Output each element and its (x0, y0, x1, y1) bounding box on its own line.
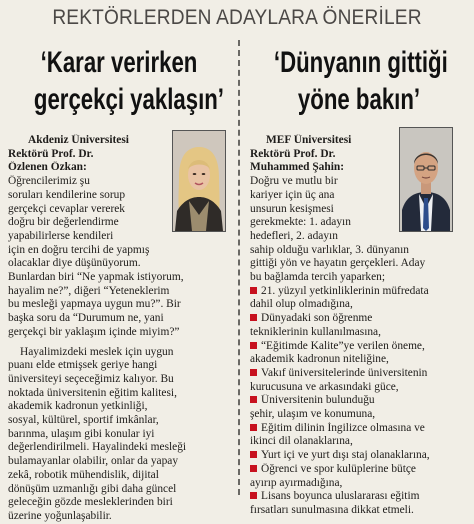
right-column-text (250, 134, 470, 518)
bullet-square-icon (250, 314, 257, 321)
paragraph-line: hedefleri, 2. adayın (250, 229, 338, 242)
list-item-text: Lisans boyunca uluslararası eğitim (261, 490, 420, 503)
list-item-text: Vakıf üniversitelerinde üniversitenin (261, 366, 428, 379)
bullet-square-icon (250, 451, 257, 458)
section-kicker: REKTÖRLERDEN ADAYLARA ÖNERİLER (52, 6, 422, 29)
list-item-line (250, 312, 470, 326)
paragraph-line: puanı elde etmişsek geriye hangi (8, 359, 158, 372)
left-intro-paragraph (8, 175, 232, 339)
byline-line: Muhammed Şahin: (250, 161, 344, 174)
right-bullet-list (250, 285, 470, 518)
paragraph-line: soruları kendilerine sorup (8, 188, 126, 201)
list-item (250, 312, 470, 339)
list-item-line: kurucusuna ve arkasındaki güce, (250, 380, 399, 393)
list-item (250, 490, 470, 517)
left-column-text (8, 134, 232, 524)
right-headline-line: yöne bakın’ (297, 83, 421, 116)
list-item-text: “Eğitimde Kalite”ye verilen öneme, (261, 339, 425, 352)
list-item (250, 394, 470, 421)
list-item-line (250, 367, 470, 381)
list-item-text: Dünyadaki son öğrenme (261, 312, 373, 325)
list-item-line: şehir, ulaşım ve konumuna, (250, 408, 376, 421)
list-item-line (250, 490, 470, 504)
paragraph-line: bulamayanlar olabilir, onlar da yapay (8, 455, 179, 468)
paragraph-line: geleceğin gözde mesleklerinden biri (8, 496, 173, 509)
list-item-line (250, 394, 470, 408)
paragraph-line: bu mesleği yapmaya uygun mu?”. Bir (8, 298, 181, 311)
paragraph-line: barınma, ulaşım gibi konular iyi (8, 427, 155, 440)
right-headline-line: ‘Dünyanın gittiği (273, 46, 448, 79)
paragraph-line: değerlendirilmeli. Hayalindeki mesleği (8, 441, 187, 454)
list-item-line (250, 422, 470, 436)
paragraph-line: noktada üniversitenin eğitim kalitesi, (8, 386, 177, 399)
list-item (250, 449, 470, 463)
list-item-text: Yurt içi ve yurt dışı staj olanaklarına, (261, 449, 430, 462)
left-headline-line: ‘Karar verirken (40, 46, 198, 79)
list-item-text: Eğitim dilinin İngilizce olmasına ve (261, 421, 425, 434)
paragraph-line: yapabilirlerse kendileri (8, 229, 114, 242)
list-item-line (250, 285, 470, 299)
paragraph-line: sahip olduğu varlıklar, 3. dünyanın (250, 243, 409, 256)
left-headline-line: gerçekçi yaklaşın’ (33, 83, 224, 116)
bullet-square-icon (250, 369, 257, 376)
right-intro-paragraph (250, 175, 470, 285)
paragraph-line: zekâ, robotik mühendislik, dijital (8, 468, 159, 481)
byline-line: Akdeniz Üniversitesi (28, 134, 129, 146)
column-divider (238, 40, 240, 495)
paragraph-line: üzerine yoğunlaşabilir. (8, 509, 112, 522)
byline-line: Rektörü Prof. Dr. (8, 147, 94, 160)
paragraph-line: gerçekçi cevaplar vererek (8, 202, 125, 215)
list-item-line: tekniklerinin kullanılmasına, (250, 325, 381, 338)
paragraph-line: başka soru da “Durumum ne, yani (8, 312, 164, 325)
bullet-square-icon (250, 424, 257, 431)
paragraph-line: Öğrencilerimiz şu (8, 175, 90, 188)
paragraph-line: gittiği yön ve hayatın gerçekleri. Aday (250, 257, 426, 270)
left-headline (4, 44, 234, 118)
list-item (250, 285, 470, 312)
bullet-square-icon (250, 342, 257, 349)
right-byline (250, 134, 470, 175)
list-item (250, 422, 470, 449)
paragraph-line: Doğru ve mutlu bir (250, 175, 338, 188)
list-item (250, 463, 470, 490)
list-item-text: 21. yüzyıl yetkinliklerinin müfredata (261, 284, 429, 297)
list-item-text: Öğrenci ve spor kulüplerine bütçe (261, 462, 416, 475)
paragraph-line: bu bağlamda tercih yaparken; (250, 271, 386, 284)
list-item (250, 340, 470, 367)
bullet-square-icon (250, 396, 257, 403)
bullet-square-icon (250, 287, 257, 294)
paragraph-line: olacaklar diye düşünüyorum. (8, 257, 141, 270)
paragraph-line: dönüşüm uzmanlığı gibi daha güncel (8, 482, 177, 495)
bullet-square-icon (250, 465, 257, 472)
list-item-line (250, 449, 470, 463)
paragraph-line: Bunlardan biri “Ne yapmak istiyorum, (8, 271, 184, 284)
left-byline (8, 134, 232, 175)
paragraph-line: üniversiteyi seçeceğimiz kalıyor. Bu (8, 372, 174, 385)
paragraph-line: hayalim ne?”, diğeri “Yeteneklerim (8, 284, 170, 297)
list-item-line: ikinci dil olanaklarına, (250, 435, 353, 448)
list-item (250, 367, 470, 394)
bullet-square-icon (250, 492, 257, 499)
right-headline (244, 44, 474, 118)
byline-line: Rektörü Prof. Dr. (250, 147, 336, 160)
paragraph-line: için en doğru tercihi de yapmış (8, 243, 150, 256)
paragraph-line: sosyal, kültürel, sportif imkânlar, (8, 414, 159, 427)
list-item-line: ayırıp ayırmadığına, (250, 476, 343, 489)
paragraph-line: akademik kadronun yetkinliği, (8, 400, 148, 413)
list-item-line: akademik kadronun niteliğine, (250, 353, 389, 366)
paragraph-line: gerçekçi bir yaklaşım içinde miyim?” (8, 325, 180, 338)
list-item-text: Üniversitenin bulunduğu (261, 394, 375, 407)
list-item-line: dahil olup olmadığına, (250, 298, 353, 311)
paragraph-line: kariyer için üç ana (250, 188, 335, 201)
paragraph-line: gerekmekte: 1. adayın (250, 216, 351, 229)
list-item-line (250, 463, 470, 477)
list-item-line (250, 340, 470, 354)
byline-line: MEF Üniversitesi (266, 134, 352, 146)
byline-line: Özlenen Özkan: (8, 161, 87, 174)
paragraph-line: Hayalimizdeki meslek için uygun (20, 345, 174, 358)
left-body-paragraph (8, 346, 232, 524)
paragraph-line: doğru bir değerlendirme (8, 216, 119, 229)
list-item-line: fırsatları sunulmasına dikkat etmeli. (250, 503, 414, 516)
paragraph-line: unsurun kesişmesi (250, 202, 334, 215)
